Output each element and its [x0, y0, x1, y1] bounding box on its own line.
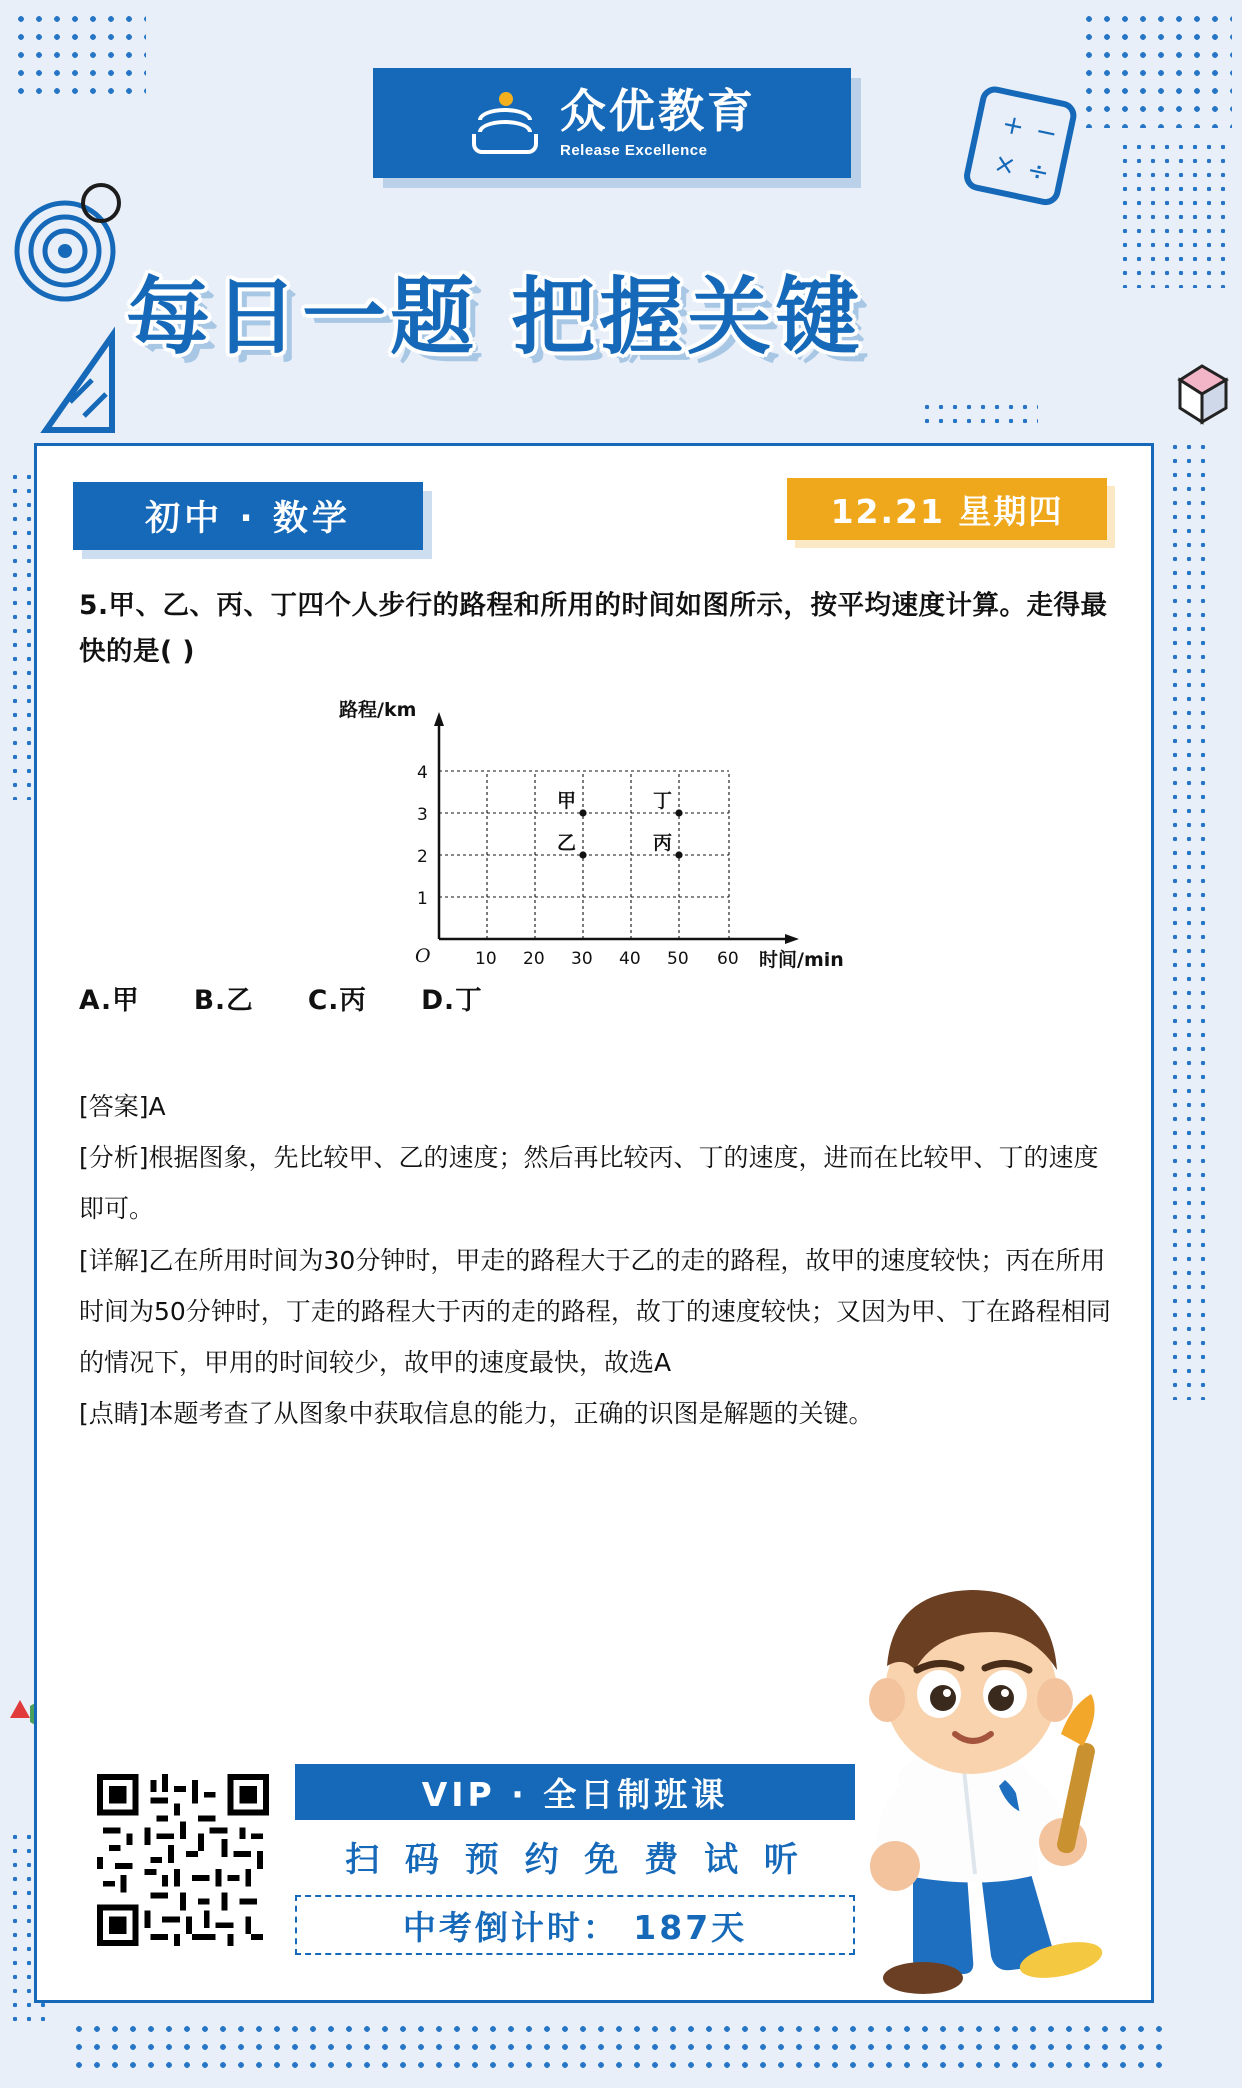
dot-pattern-top-right	[1080, 10, 1232, 128]
solution-summary: [点睛]本题考查了从图象中获取信息的能力，正确的识图是解题的关键。	[79, 1399, 874, 1429]
solution-block	[79, 1081, 1115, 1440]
dot-pattern-right-band	[1168, 440, 1208, 1400]
svg-text:O: O	[415, 944, 431, 967]
option-a[interactable]: A.甲	[79, 984, 140, 1016]
svg-text:+: +	[999, 108, 1027, 143]
svg-text:×: ×	[991, 148, 1019, 182]
svg-text:60: 60	[717, 948, 739, 969]
cta-block	[73, 1756, 1119, 1966]
svg-text:−: −	[1032, 116, 1061, 150]
page-title: 每日一题 把握关键	[126, 268, 864, 366]
svg-text:3: 3	[417, 804, 428, 825]
svg-text:时间/min: 时间/min	[759, 948, 844, 971]
cta-subtitle: 扫 码 预 约 免 费 试 听	[345, 1840, 805, 1880]
svg-text:30: 30	[571, 948, 593, 969]
calculator-icon	[951, 77, 1091, 217]
solution-answer: [答案]A	[79, 1091, 166, 1121]
question-figure	[79, 694, 1115, 971]
brand-logo-mark-icon	[468, 86, 542, 160]
svg-text:20: 20	[523, 948, 545, 969]
dot-pattern-bottom	[70, 2020, 1170, 2074]
brand-name-cn: 众优教育	[560, 84, 756, 138]
cube-icon	[1172, 362, 1234, 428]
distance-time-scatter-chart	[329, 694, 869, 971]
qr-code-icon[interactable]	[97, 1774, 269, 1946]
solution-detail: [详解]乙在所用时间为30分钟时，甲走的路程大于乙的走的路程，故甲的速度较快；丙在所用时间为50分钟时，丁走的路程大于丙的走的路程，故丁的速度较快；又因为甲、丁在路程相同的情况下，甲用的时间较少，故甲的速度最快，故选A	[79, 1245, 1111, 1377]
svg-text:丁: 丁	[653, 789, 673, 812]
subject-badge: 初中 · 数学	[73, 482, 423, 550]
brand-logo	[373, 68, 851, 178]
answer-options	[79, 978, 1115, 1017]
svg-text:甲: 甲	[557, 789, 577, 812]
svg-text:乙: 乙	[557, 831, 577, 854]
svg-text:40: 40	[619, 948, 641, 969]
svg-text:4: 4	[417, 762, 428, 783]
svg-text:10: 10	[475, 948, 497, 969]
option-d[interactable]: D.丁	[421, 984, 483, 1016]
dot-pattern-mid-right	[1118, 140, 1228, 288]
option-b[interactable]: B.乙	[193, 984, 254, 1016]
date-badge: 12.21 星期四	[787, 478, 1107, 540]
svg-text:÷: ÷	[1024, 155, 1052, 190]
cta-vip-bar[interactable]: VIP · 全日制班课	[295, 1764, 855, 1820]
svg-text:2: 2	[417, 846, 428, 867]
svg-text:1: 1	[417, 888, 428, 909]
content-card	[34, 443, 1154, 2003]
solution-analysis: [分析]根据图象，先比较甲、乙的速度；然后再比较丙、丁的速度，进而在比较甲、丁的速度即可。	[79, 1143, 1099, 1224]
question-stem: 5.甲、乙、丙、丁四个人步行的路程和所用的时间如图所示，按平均速度计算。走得最快的是( )	[79, 590, 1108, 668]
svg-text:50: 50	[667, 948, 689, 969]
option-c[interactable]: C.丙	[307, 984, 367, 1016]
dot-pattern-top-left	[12, 10, 146, 106]
countdown-badge: 中考倒计时： 187天	[295, 1895, 855, 1955]
svg-text:丙: 丙	[653, 831, 673, 854]
question-body	[79, 583, 1115, 1440]
dot-pattern-headline-right	[920, 400, 1038, 432]
small-circle-icon	[78, 180, 124, 226]
brand-name-en: Release Excellence	[560, 142, 708, 159]
svg-text:路程/km: 路程/km	[339, 698, 417, 721]
